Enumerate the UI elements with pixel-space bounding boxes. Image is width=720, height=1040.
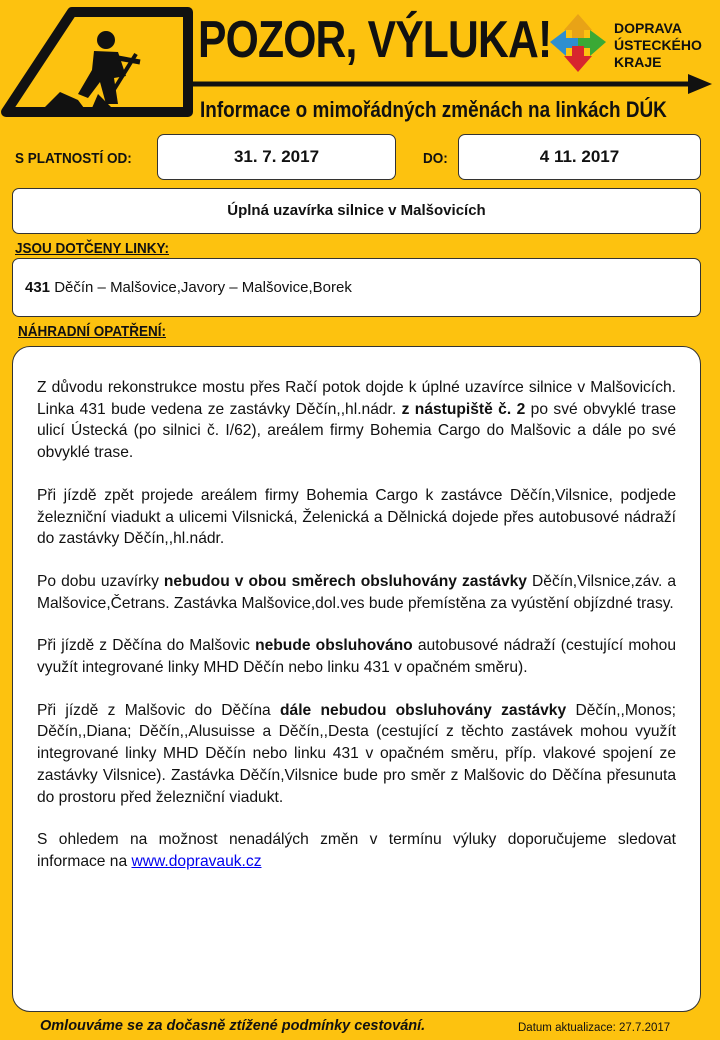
valid-to-value: 4 11. 2017 <box>458 134 701 180</box>
valid-from-label: S PLATNOSTÍ OD: <box>15 150 132 167</box>
affected-lines-box <box>12 258 701 317</box>
measures-box <box>12 346 701 1012</box>
paragraph: Z důvodu rekonstrukce mostu přes Račí potok dojde k úplné uzavírce silnice v Malšovicích. Linka 431 bude vedena ze zastávky Děčín,,hl.nádr. z nástupiště č. 2 po své obvyklé trase ulicí Ústecká (po silnici č. I/62), areálem firmy Bohemia Cargo do Malšovic a dále po své obvyklé trase. <box>37 379 677 462</box>
paragraph: Při jízdě z Děčína do Malšovic nebude obsluhováno autobusové nádraží (cestující mohou využít integrované linky MHD Děčín nebo linku 431 v opačném směru). <box>37 637 676 677</box>
page-subtitle: Informace o mimořádných změnách na linkách DÚK <box>200 97 667 122</box>
valid-from-value: 31. 7. 2017 <box>157 134 396 180</box>
arrow-icon <box>188 74 712 94</box>
duk-logo-icon <box>550 14 606 72</box>
worker-digging-icon <box>6 12 188 112</box>
apology-text: Omlouváme se za dočasně ztížené podmínky cestování. <box>40 1018 426 1034</box>
paragraph: Při jízdě z Malšovic do Děčína dále nebudou obsluhovány zastávky Děčín,,Monos; Děčín,,Diana; Děčín,,Alusuisse a Děčín,,Desta (cestující z těchto zastávek mohou využít integrované linky MHD Děčín nebo linku 431 v opačném směru, příp. vlakové spojení ze zastávky Vilsnice). Zastávka Děčín,Vilsnice bude pro směr z Malšovic do Děčína přesunuta do prostoru před železniční viadukt. <box>37 701 676 806</box>
header <box>0 0 720 140</box>
logo-line: KRAJE <box>614 54 662 70</box>
logo-line: DOPRAVA <box>614 20 682 36</box>
line-number: 431 <box>25 279 51 296</box>
paragraph: Při jízdě zpět projede areálem firmy Bohemia Cargo k zastávce Děčín,Vilsnice, podjede železniční viadukt a ulicemi Vilsnická, Želenická a Dělnická dojede přes autobusové nádraží do zastávky Děčín,,hl.nádr. <box>37 486 676 548</box>
paragraph: S ohledem na možnost nenadálých změn v termínu výluky doporučujeme sledovat informace na www.dopravauk.cz <box>37 831 676 870</box>
update-date: Datum aktualizace: 27.7.2017 <box>518 1022 671 1034</box>
closure-title: Úplná uzavírka silnice v Malšovicích <box>12 188 701 234</box>
logo-text <box>614 20 702 71</box>
measures-label: NÁHRADNÍ OPATŘENÍ: <box>18 323 166 340</box>
affected-lines-label: JSOU DOTČENY LINKY: <box>15 240 170 257</box>
website-link[interactable]: www.dopravauk.cz <box>131 852 262 870</box>
line-route: Děčín – Malšovice,Javory – Malšovice,Borek <box>54 279 352 296</box>
paragraph: Po dobu uzavírky nebudou v obou směrech obsluhovány zastávky Děčín,Vilsnice,záv. a Malšovice,Četrans. Zastávka Malšovice,dol.ves bude přemístěna za vyústění objízdné trasy. <box>37 572 676 612</box>
logo-line: ÚSTECKÉHO <box>614 37 702 53</box>
valid-to-label: DO: <box>423 150 448 167</box>
page-title: POZOR, VÝLUKA! <box>198 11 552 69</box>
